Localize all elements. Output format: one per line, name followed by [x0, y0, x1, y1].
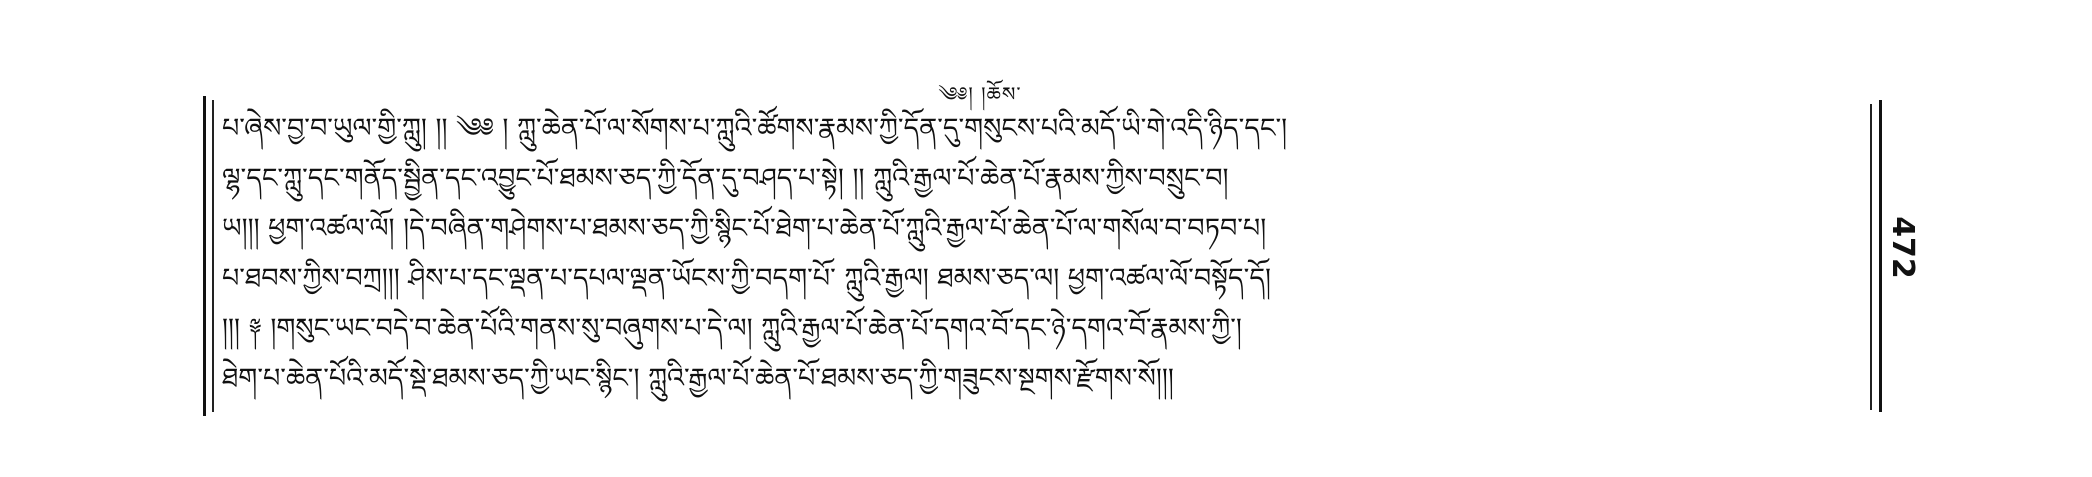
margin-title: ༄༅། །ཆོས་ [938, 82, 1022, 106]
text-line-2: ལྷ་དང་ཀླུ་དང་གནོད་སྦྱིན་དང་འབྱུང་པོ་ཐམས་ཅད་ཀྱི་དོན་དུ་བཤད་པ་སྟེ། །། ཀླུའི་རྒྱལ་པོ་ཆེན་པོ་རྣམས་ཀྱིས་བསྲུང་བ། [222, 163, 1229, 194]
left-border-outer-rule [203, 96, 206, 416]
text-line-1: པ་ཞེས་བྱ་བ་ཡུལ་གྱི་ཀླུ། །། ༄༅ ། ཀླུ་ཆེན་པོ་ལ་སོགས་པ་ཀླུའི་ཚོགས་རྣམས་ཀྱི་དོན་དུ་གསུངས་པའི་མདོ་ཡི་གེ་འདི་ཉིད་དང་། [222, 113, 1288, 144]
page-number [1882, 212, 1922, 282]
text-line-6: ཐེག་པ་ཆེན་པོའི་མདོ་སྡེ་ཐམས་ཅད་ཀྱི་ཡང་སྙིང་། ཀླུའི་རྒྱལ་པོ་ཆེན་པོ་ཐམས་ཅད་ཀྱི་གཟུངས་སྔགས་རྫོགས་སོ།།། [222, 363, 1174, 394]
text-line-3: ཡ།།། ཕྱག་འཚལ་ལོ། །དེ་བཞིན་གཤེགས་པ་ཐམས་ཅད་ཀྱི་སྙིང་པོ་ཐེག་པ་ཆེན་པོ་ཀླུའི་རྒྱལ་པོ་ཆེན་པོ་ལ་གསོལ་བ་བཏབ་པ། [222, 213, 1267, 244]
text-line-5: །།། ༈ །གསུང་ཡང་བདེ་བ་ཆེན་པོའི་གནས་སུ་བཞུགས་པ་དེ་ལ། ཀླུའི་རྒྱལ་པོ་ཆེན་པོ་དགའ་བོ་དང་ཉེ་དགའ་བོ་རྣམས་ཀྱི་། [222, 313, 1242, 344]
right-border-inner-rule [1870, 104, 1872, 410]
page-number-label: 472 [1884, 215, 1920, 279]
text-line-4: པ་ཐབས་ཀྱིས་བཀྲ།།། ཤིས་པ་དང་ལྡན་པ་དཔལ་ལྡན་ཡོངས་ཀྱི་བདག་པོ་ ཀླུའི་རྒྱལ། ཐམས་ཅད་ལ། ཕྱག་འཚལ་ལོ་བསྟོད་དོ། [222, 263, 1271, 294]
text-block [222, 104, 1862, 404]
left-border-inner-rule [212, 100, 214, 412]
